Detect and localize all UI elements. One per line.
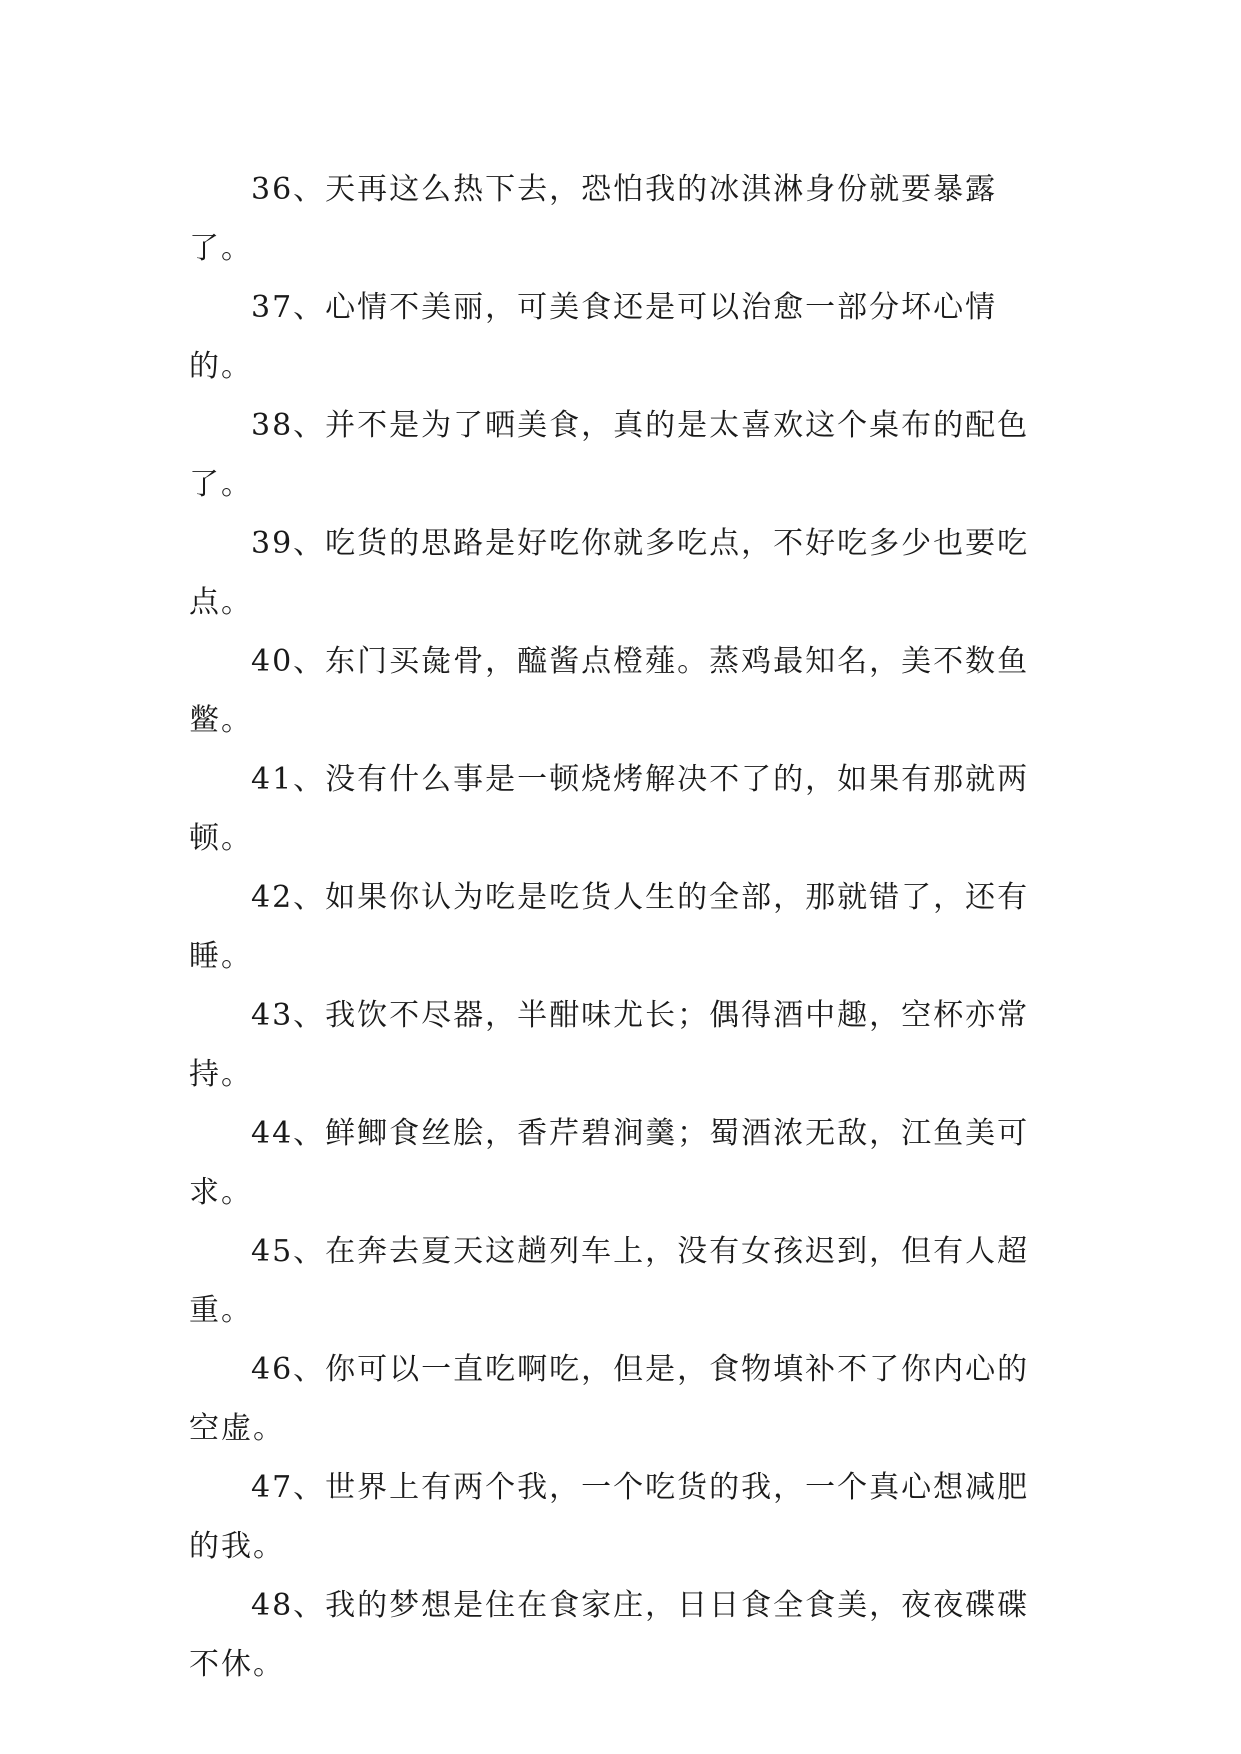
paragraph-37: 37、心情不美丽，可美食还是可以治愈一部分坏心情的。 (189, 290, 998, 384)
paragraph-36: 36、天再这么热下去，恐怕我的冰淇淋身份就要暴露了。 (189, 172, 998, 266)
paragraph-42: 42、如果你认为吃是吃货人生的全部，那就错了，还有睡。 (189, 880, 1030, 974)
paragraph-39: 39、吃货的思路是好吃你就多吃点，不好吃多少也要吃点。 (189, 526, 1030, 620)
paragraph-47: 47、世界上有两个我，一个吃货的我，一个真心想减肥的我。 (189, 1470, 1030, 1564)
paragraph-41: 41、没有什么事是一顿烧烤解决不了的，如果有那就两顿。 (189, 762, 1030, 856)
paragraph-44: 44、鲜鲫食丝脍，香芹碧涧羹；蜀酒浓无敌，江鱼美可求。 (189, 1116, 1030, 1210)
paragraph-43: 43、我饮不尽器，半酣味尤长；偶得酒中趣，空杯亦常持。 (189, 998, 1030, 1092)
paragraph-48: 48、我的梦想是住在食家庄，日日食全食美，夜夜碟碟不休。 (189, 1588, 1030, 1682)
paragraph-38: 38、并不是为了晒美食，真的是太喜欢这个桌布的配色了。 (189, 408, 1030, 502)
paragraph-46: 46、你可以一直吃啊吃，但是，食物填补不了你内心的空虚。 (189, 1352, 1030, 1446)
document-body (189, 160, 1051, 1694)
paragraph-40: 40、东门买彘骨，醯酱点橙薤。蒸鸡最知名，美不数鱼鳖。 (189, 644, 1030, 738)
paragraph-45: 45、在奔去夏天这趟列车上，没有女孩迟到，但有人超重。 (189, 1234, 1030, 1328)
